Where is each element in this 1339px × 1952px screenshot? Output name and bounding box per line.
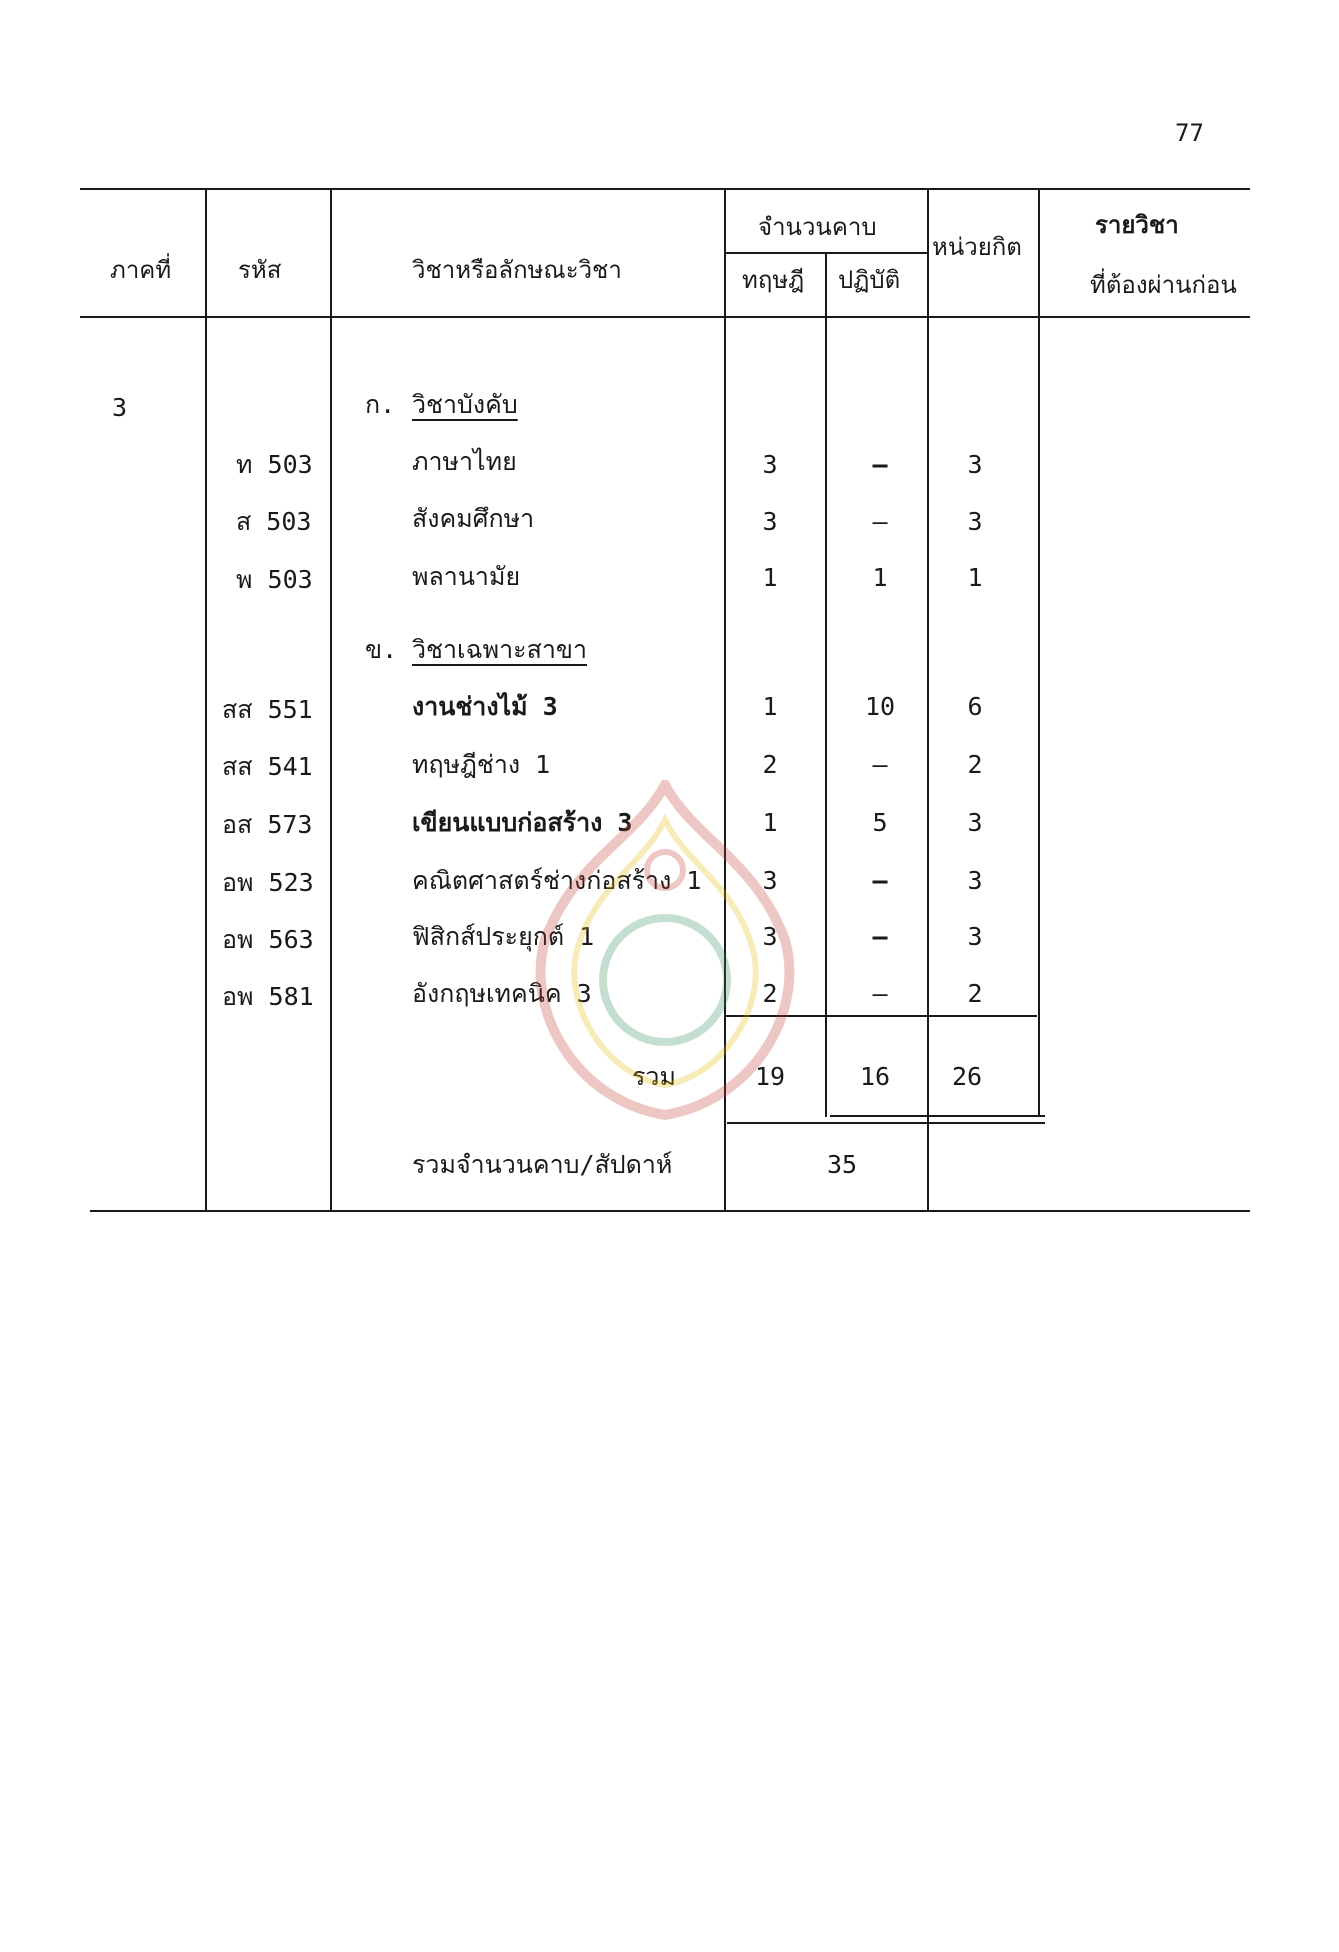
row-practice: –	[872, 450, 888, 479]
row-credits: 2	[967, 979, 983, 1008]
row-name: เขียนแบบก่อสร้าง 3	[412, 808, 633, 837]
col-divider-1	[205, 188, 207, 1210]
row-credits: 3	[967, 450, 983, 479]
row-practice: –	[872, 750, 888, 779]
row-name: คณิตศาสตร์ช่างก่อสร้าง 1	[412, 866, 702, 895]
row-credits: 1	[967, 563, 983, 592]
row-code: พ 503	[236, 565, 313, 594]
table-bottom-rule	[90, 1210, 1250, 1212]
col-divider-2	[330, 188, 332, 1210]
row-theory: 1	[762, 692, 778, 721]
header-semester: ภาคที่	[110, 256, 172, 284]
row-theory: 3	[762, 866, 778, 895]
row-name: พลานามัย	[412, 562, 521, 591]
group-a-label: ก.	[365, 390, 396, 419]
header-theory: ทฤษฎี	[742, 266, 805, 294]
row-credits: 6	[967, 692, 983, 721]
grand-total-label: รวมจำนวนคาบ/สัปดาห์	[412, 1150, 673, 1179]
row-name: อังกฤษเทคนิค 3	[412, 979, 592, 1008]
row-practice: –	[872, 922, 888, 951]
institution-seal-icon	[515, 780, 815, 1120]
header-prereq-line2: ที่ต้องผ่านก่อน	[1090, 271, 1237, 299]
col-divider-4	[825, 252, 827, 1117]
table-top-rule	[80, 188, 1250, 190]
row-practice: –	[872, 507, 888, 536]
row-credits: 3	[967, 922, 983, 951]
row-credits: 3	[967, 808, 983, 837]
total-theory: 19	[754, 1062, 786, 1091]
row-theory: 2	[762, 750, 778, 779]
row-practice: –	[872, 866, 888, 895]
row-practice: –	[872, 979, 888, 1008]
sum-bottom-rule-2	[727, 1122, 1045, 1124]
row-name: งานช่างไม้ 3	[412, 692, 558, 721]
row-practice: 5	[872, 808, 888, 837]
total-credits: 26	[951, 1062, 983, 1091]
header-code: รหัส	[238, 256, 282, 284]
header-subject: วิชาหรือลักษณะวิชา	[412, 256, 622, 284]
header-prereq-line1: รายวิชา	[1095, 211, 1179, 239]
row-name: ฟิสิกส์ประยุกต์ 1	[412, 922, 595, 951]
row-theory: 3	[762, 450, 778, 479]
header-bottom-rule	[80, 316, 1250, 318]
row-theory: 1	[762, 563, 778, 592]
header-credits: หน่วยกิต	[932, 233, 1022, 261]
sum-bottom-rule	[830, 1115, 1045, 1117]
row-code: อพ 563	[222, 925, 314, 954]
row-theory: 3	[762, 507, 778, 536]
row-practice: 10	[864, 692, 896, 721]
grand-total-value: 35	[826, 1150, 858, 1179]
row-practice: 1	[872, 563, 888, 592]
row-name: ภาษาไทย	[412, 447, 517, 476]
total-practice: 16	[859, 1062, 891, 1091]
header-practice: ปฏิบัติ	[838, 266, 901, 294]
total-label: รวม	[632, 1062, 676, 1091]
group-b-title: วิชาเฉพาะสาขา	[412, 635, 587, 664]
header-periods: จำนวนคาบ	[758, 213, 877, 241]
row-code: อส 573	[222, 810, 313, 839]
row-credits: 3	[967, 866, 983, 895]
col-divider-5	[927, 188, 929, 1210]
group-b-label: ข.	[365, 635, 398, 664]
row-theory: 3	[762, 922, 778, 951]
row-code: สส 551	[222, 695, 313, 724]
group-a-title: วิชาบังคับ	[412, 390, 518, 419]
row-code: ส 503	[236, 507, 312, 536]
semester-value: 3	[112, 393, 128, 422]
row-code: สส 541	[222, 752, 313, 781]
row-theory: 2	[762, 979, 778, 1008]
row-credits: 2	[967, 750, 983, 779]
row-code: อพ 523	[222, 868, 314, 897]
page-number: 77	[1175, 119, 1204, 147]
row-name: สังคมศึกษา	[412, 504, 535, 533]
row-code: อพ 581	[222, 982, 314, 1011]
row-credits: 3	[967, 507, 983, 536]
col-divider-6	[1038, 188, 1040, 1116]
row-name: ทฤษฎีช่าง 1	[412, 750, 551, 779]
row-code: ท 503	[236, 450, 313, 479]
row-theory: 1	[762, 808, 778, 837]
